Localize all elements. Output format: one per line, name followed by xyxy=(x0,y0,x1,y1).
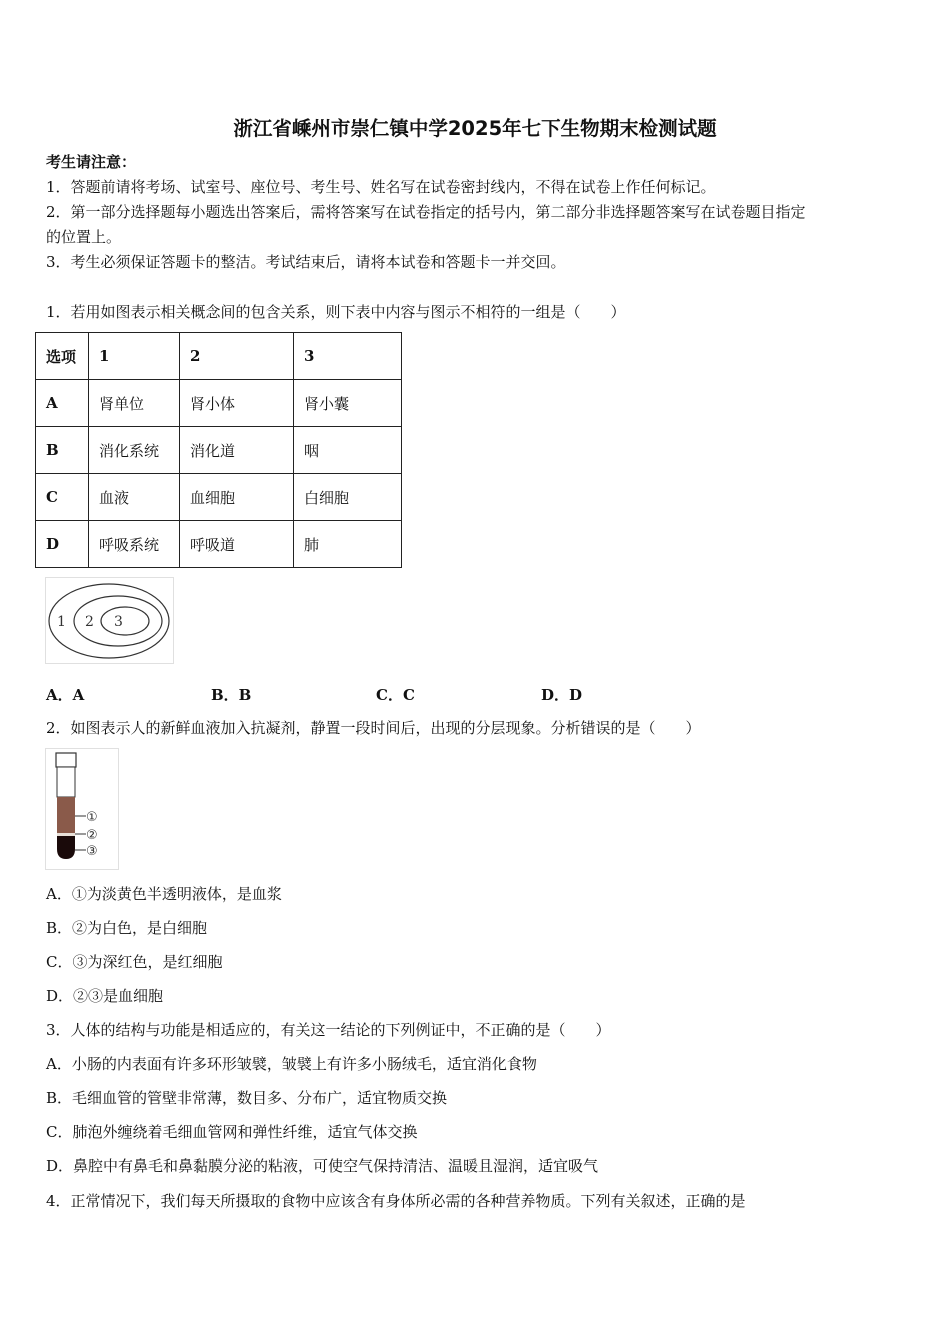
table-cell: 咽 xyxy=(294,427,402,474)
notice-item-2-cont: 的位置上。 xyxy=(46,228,122,246)
table-cell: 呼吸道 xyxy=(180,521,294,568)
question-3-stem: 3．人体的结构与功能是相适应的，有关这一结论的下列例证中，不正确的是（ ） xyxy=(46,1021,611,1039)
table-cell: 3 xyxy=(294,333,402,380)
table-row xyxy=(36,427,402,474)
table-cell: A xyxy=(36,380,89,427)
layer-label: ② xyxy=(86,828,98,843)
table-cell: 肾单位 xyxy=(89,380,180,427)
q3-option-a: A．小肠的内表面有许多环形皱襞，皱襞上有许多小肠绒毛，适宜消化食物 xyxy=(46,1055,537,1073)
ellipses-diagram xyxy=(46,578,173,663)
table-cell: 肾小囊 xyxy=(294,380,402,427)
table-row xyxy=(36,474,402,521)
q2-option-c: C．③为深红色，是红细胞 xyxy=(46,953,223,971)
outer-ellipse xyxy=(49,584,169,658)
q1-option-c: C．C xyxy=(376,686,415,704)
q2-option-d: D．②③是血细胞 xyxy=(46,987,164,1005)
table-cell: B xyxy=(36,427,89,474)
question-1-table xyxy=(35,332,402,568)
table-cell: 消化道 xyxy=(180,427,294,474)
inner-ellipse xyxy=(101,607,149,635)
q1-option-b: B．B xyxy=(211,686,252,704)
q2-option-a: A．①为淡黄色半透明液体，是血浆 xyxy=(46,885,282,903)
notice-item-1: 1．答题前请将考场、试室号、座位号、考生号、姓名写在试卷密封线内，不得在试卷上作任何标记。 xyxy=(46,178,716,196)
notice-item-3: 3．考生必须保证答题卡的整洁。考试结束后，请将本试卷和答题卡一并交回。 xyxy=(46,253,566,271)
q1-option-d: D．D xyxy=(541,686,583,704)
question-1-stem: 1．若用如图表示相关概念间的包含关系，则下表中内容与图示不相符的一组是（ ） xyxy=(46,303,626,321)
table-cell: C xyxy=(36,474,89,521)
page-title: 浙江省嵊州市崇仁镇中学2025年七下生物期末检测试题 xyxy=(233,117,717,140)
question-4-stem: 4．正常情况下，我们每天所摄取的食物中应该含有身体所必需的各种营养物质。下列有关叙述，正确的是 xyxy=(46,1192,746,1210)
tube-cap xyxy=(56,753,76,767)
table-header-row xyxy=(36,333,402,380)
ellipse-label: 3 xyxy=(114,614,123,630)
table-cell: 呼吸系统 xyxy=(89,521,180,568)
buffy-coat-layer xyxy=(57,833,75,836)
table-cell: 血细胞 xyxy=(180,474,294,521)
table-row xyxy=(36,521,402,568)
q3-option-d: D．鼻腔中有鼻毛和鼻黏膜分泌的粘液，可使空气保持清洁、温暖且湿润，适宜吸气 xyxy=(46,1157,599,1175)
question-2-stem: 2．如图表示人的新鲜血液加入抗凝剂，静置一段时间后，出现的分层现象。分析错误的是（ ） xyxy=(46,719,701,737)
blood-tube-figure xyxy=(45,748,119,870)
layer-label: ① xyxy=(86,810,98,825)
layer-label: ③ xyxy=(86,844,98,859)
table-cell: 肺 xyxy=(294,521,402,568)
ellipse-label: 2 xyxy=(85,614,94,630)
table-cell: 消化系统 xyxy=(89,427,180,474)
notice-heading: 考生请注意： xyxy=(46,153,137,171)
table-cell: 选项 xyxy=(36,333,89,380)
test-tube-diagram xyxy=(46,749,118,869)
table-cell: 1 xyxy=(89,333,180,380)
table-cell: 血液 xyxy=(89,474,180,521)
table-cell: 白细胞 xyxy=(294,474,402,521)
q2-option-b: B．②为白色，是白细胞 xyxy=(46,919,208,937)
q3-option-b: B．毛细血管的管壁非常薄，数目多、分布广，适宜物质交换 xyxy=(46,1089,448,1107)
table-cell: 肾小体 xyxy=(180,380,294,427)
ellipse-label: 1 xyxy=(57,614,66,630)
notice-item-2: 2．第一部分选择题每小题选出答案后，需将答案写在试卷指定的括号内，第二部分非选择题答案写在试卷题目指定 xyxy=(46,203,806,221)
nested-ellipses-figure xyxy=(45,577,174,664)
q1-option-a: A．A xyxy=(46,686,85,704)
table-cell: D xyxy=(36,521,89,568)
tube-empty-section xyxy=(57,767,75,797)
table-cell: 2 xyxy=(180,333,294,380)
table-row xyxy=(36,380,402,427)
q3-option-c: C．肺泡外缠绕着毛细血管网和弹性纤维，适宜气体交换 xyxy=(46,1123,418,1141)
red-cell-layer xyxy=(57,836,75,859)
plasma-layer xyxy=(57,797,75,833)
